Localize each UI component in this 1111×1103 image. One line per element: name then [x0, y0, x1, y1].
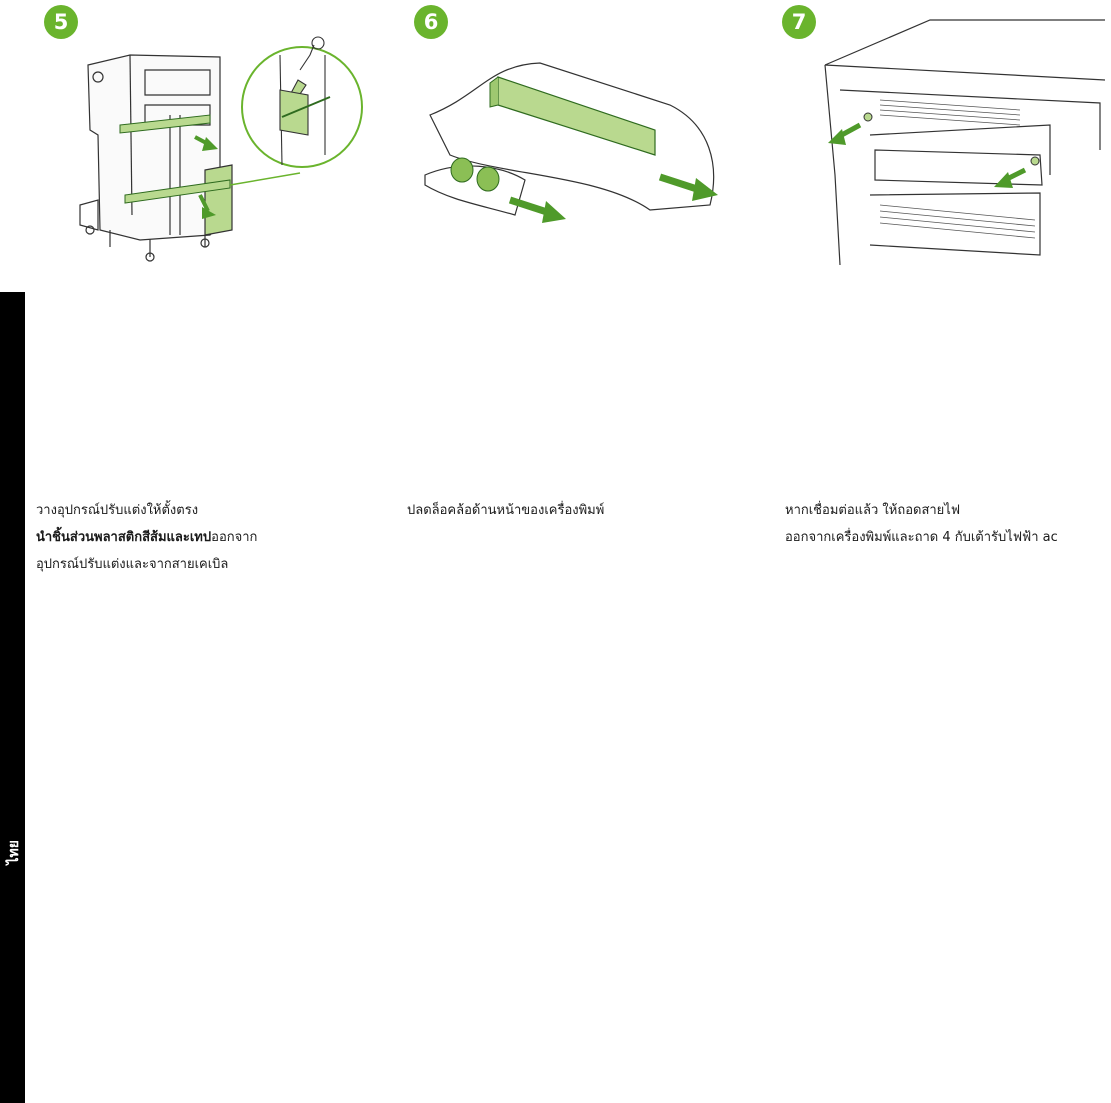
step-5-line-1: วางอุปกรณ์ปรับแต่งให้ตั้งตรง — [36, 503, 199, 518]
step-7-line-1: หากเชื่อมต่อแล้ว ให้ถอดสายไฟ — [785, 503, 961, 518]
step-7-line-2: ออกจากเครื่องพิมพ์และถาด 4 กับเต้ารับไฟฟ้า ac — [785, 530, 1058, 545]
step-5-badge: 5 — [44, 5, 78, 39]
packaging-illustration — [420, 55, 725, 230]
step-6-line-1: ปลดล็อคล้อด้านหน้าของเครื่องพิมพ์ — [407, 503, 605, 518]
language-tab — [0, 292, 25, 1103]
finisher-illustration — [70, 25, 370, 265]
step-5-line-3: อุปกรณ์ปรับแต่งและจากสายเคเบิล — [36, 557, 229, 572]
step-7-caption — [785, 497, 1058, 551]
step-6-badge: 6 — [414, 5, 448, 39]
step-7-badge: 7 — [782, 5, 816, 39]
step-5-caption — [36, 497, 257, 578]
step-6-caption — [407, 497, 604, 524]
step-5-line-2-rest: ออกจาก — [211, 530, 258, 545]
step-5-line-2-bold: นำชิ้นส่วนพลาสติกสีส้มและเทป — [36, 530, 212, 545]
step-5-line-2 — [36, 524, 257, 551]
printer-side-illustration — [820, 15, 1105, 265]
language-tab-label: ไทย — [6, 840, 22, 865]
